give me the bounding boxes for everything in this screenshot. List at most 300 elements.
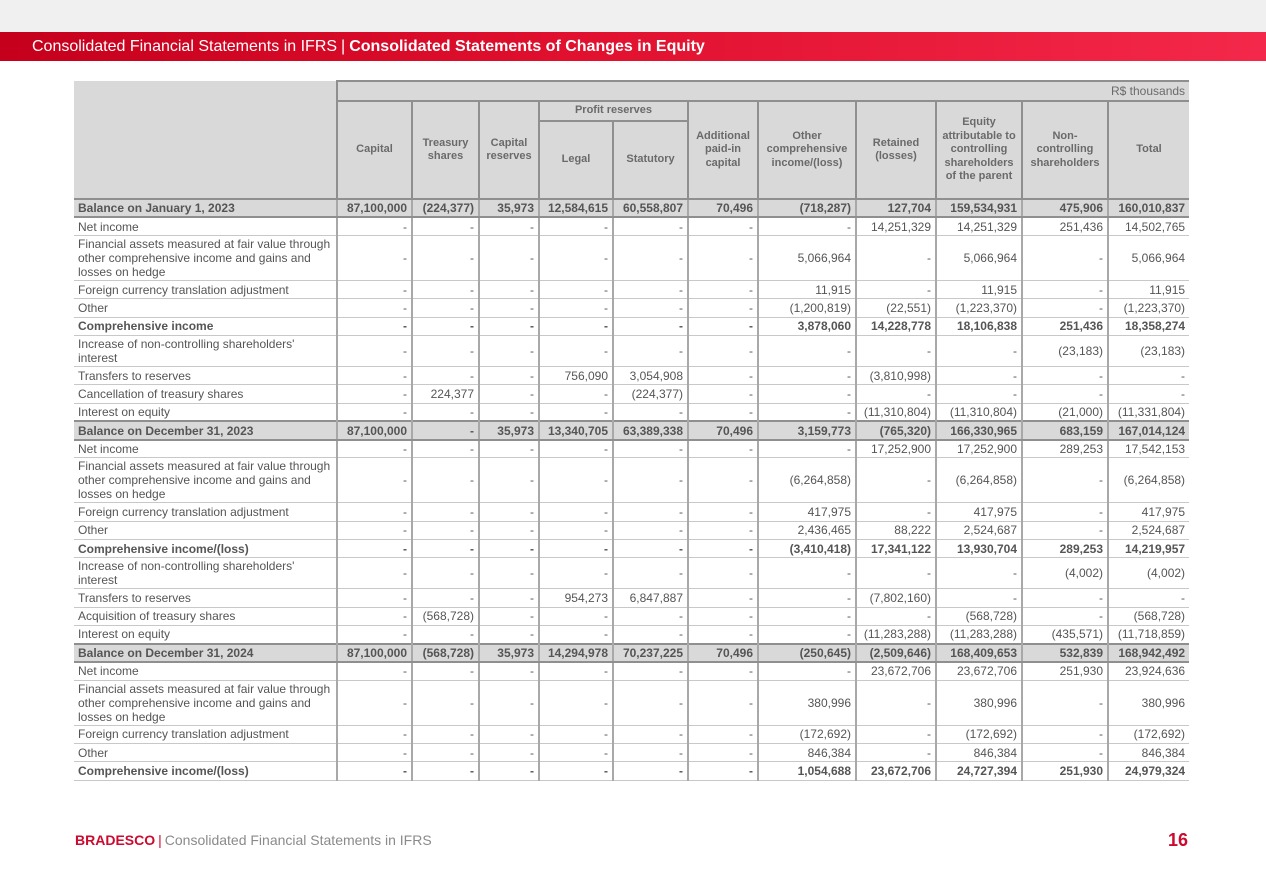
row-value: - xyxy=(613,680,688,725)
row-value: - xyxy=(539,558,613,589)
table-row xyxy=(74,199,1189,217)
row-value: - xyxy=(758,217,856,235)
row-value: - xyxy=(479,403,539,421)
row-value: (172,692) xyxy=(758,725,856,743)
row-label: Foreign currency translation adjustment xyxy=(74,281,337,299)
row-value: - xyxy=(539,762,613,780)
row-value: 380,996 xyxy=(758,680,856,725)
row-value: 70,496 xyxy=(688,421,758,439)
row-value: - xyxy=(412,317,479,335)
row-value: - xyxy=(412,521,479,539)
row-label: Interest on equity xyxy=(74,625,337,643)
col-retained-losses: Retained (losses) xyxy=(856,101,936,199)
table-row xyxy=(74,299,1189,317)
row-value: - xyxy=(539,440,613,458)
col-additional-paid-in-capital: Additional paid-in capital xyxy=(688,101,758,199)
row-label: Balance on December 31, 2024 xyxy=(74,644,337,662)
table-row xyxy=(74,762,1189,780)
table-row xyxy=(74,521,1189,539)
row-value: - xyxy=(337,385,412,403)
row-value: - xyxy=(479,335,539,366)
row-value: 6,847,887 xyxy=(613,589,688,607)
row-value: - xyxy=(337,540,412,558)
row-value: - xyxy=(539,403,613,421)
row-value: 167,014,124 xyxy=(1108,421,1189,439)
row-value: - xyxy=(412,680,479,725)
row-value: - xyxy=(337,236,412,281)
row-value: - xyxy=(337,680,412,725)
row-value: - xyxy=(1022,366,1108,384)
row-value: - xyxy=(479,440,539,458)
row-value: 11,915 xyxy=(758,281,856,299)
header-corner xyxy=(74,81,337,199)
row-value: - xyxy=(688,385,758,403)
row-value: 756,090 xyxy=(539,366,613,384)
row-value: 70,496 xyxy=(688,199,758,217)
row-value: - xyxy=(688,625,758,643)
row-value: - xyxy=(337,662,412,680)
row-value: - xyxy=(412,217,479,235)
row-value: - xyxy=(758,385,856,403)
row-value: - xyxy=(337,458,412,503)
col-capital: Capital xyxy=(337,101,412,199)
table-row xyxy=(74,440,1189,458)
row-value: (21,000) xyxy=(1022,403,1108,421)
row-value: - xyxy=(613,317,688,335)
row-value: 14,219,957 xyxy=(1108,540,1189,558)
row-value: 168,942,492 xyxy=(1108,644,1189,662)
row-value: - xyxy=(479,725,539,743)
row-value: 3,878,060 xyxy=(758,317,856,335)
row-value: (11,283,288) xyxy=(856,625,936,643)
row-value: - xyxy=(856,385,936,403)
row-value: 17,252,900 xyxy=(856,440,936,458)
row-value: - xyxy=(688,403,758,421)
row-value: - xyxy=(337,725,412,743)
row-value: 380,996 xyxy=(936,680,1022,725)
col-total: Total xyxy=(1108,101,1189,199)
row-value: - xyxy=(337,281,412,299)
row-value: 70,496 xyxy=(688,644,758,662)
row-value: (11,310,804) xyxy=(856,403,936,421)
row-value: - xyxy=(613,521,688,539)
row-value: - xyxy=(412,589,479,607)
row-value: - xyxy=(1022,503,1108,521)
row-value: - xyxy=(936,558,1022,589)
row-value: - xyxy=(688,458,758,503)
row-value: - xyxy=(758,403,856,421)
row-label: Comprehensive income xyxy=(74,317,337,335)
row-value: 159,534,931 xyxy=(936,199,1022,217)
row-value: 23,672,706 xyxy=(856,762,936,780)
col-statutory: Statutory xyxy=(613,121,688,199)
row-value: 168,409,653 xyxy=(936,644,1022,662)
row-value: - xyxy=(539,662,613,680)
row-value: - xyxy=(613,236,688,281)
footer-brand: BRADESCO xyxy=(75,832,156,848)
row-label: Comprehensive income/(loss) xyxy=(74,762,337,780)
table-row xyxy=(74,625,1189,643)
row-value: - xyxy=(613,503,688,521)
row-value: - xyxy=(337,335,412,366)
row-value: 160,010,837 xyxy=(1108,199,1189,217)
row-label: Acquisition of treasury shares xyxy=(74,607,337,625)
col-profit-reserves: Profit reserves xyxy=(539,101,688,121)
row-value: - xyxy=(539,281,613,299)
table-body xyxy=(74,199,1189,780)
row-value: - xyxy=(758,366,856,384)
units-label: R$ thousands xyxy=(337,81,1189,101)
row-value: - xyxy=(337,744,412,762)
row-value: - xyxy=(758,440,856,458)
row-value: 14,228,778 xyxy=(856,317,936,335)
row-value: - xyxy=(412,335,479,366)
row-value: - xyxy=(1022,725,1108,743)
row-value: 846,384 xyxy=(936,744,1022,762)
row-value: (568,728) xyxy=(412,644,479,662)
table-row xyxy=(74,403,1189,421)
row-value: - xyxy=(337,589,412,607)
row-label: Foreign currency translation adjustment xyxy=(74,503,337,521)
row-value: 35,973 xyxy=(479,199,539,217)
row-value: (568,728) xyxy=(936,607,1022,625)
row-value: - xyxy=(758,558,856,589)
row-value: 14,294,978 xyxy=(539,644,613,662)
row-value: - xyxy=(613,217,688,235)
table-row xyxy=(74,725,1189,743)
row-value: (23,183) xyxy=(1022,335,1108,366)
table-row xyxy=(74,662,1189,680)
row-value: (1,200,819) xyxy=(758,299,856,317)
row-value: - xyxy=(412,558,479,589)
row-value: 683,159 xyxy=(1022,421,1108,439)
row-value: - xyxy=(613,299,688,317)
row-value: - xyxy=(479,366,539,384)
row-value: 417,975 xyxy=(936,503,1022,521)
row-value: - xyxy=(412,503,479,521)
row-value: - xyxy=(936,366,1022,384)
row-value: - xyxy=(479,540,539,558)
row-value: - xyxy=(539,385,613,403)
row-value: - xyxy=(613,725,688,743)
row-value: - xyxy=(856,725,936,743)
row-value: - xyxy=(412,236,479,281)
row-value: - xyxy=(856,607,936,625)
row-label: Net income xyxy=(74,662,337,680)
row-value: - xyxy=(1022,744,1108,762)
row-label: Financial assets measured at fair value through other comprehensive income and gains and losses on hedge xyxy=(74,458,337,503)
row-label: Cancellation of treasury shares xyxy=(74,385,337,403)
row-value: - xyxy=(688,521,758,539)
row-value: - xyxy=(613,558,688,589)
row-value: - xyxy=(688,607,758,625)
row-value: - xyxy=(856,558,936,589)
row-value: - xyxy=(479,236,539,281)
row-value: - xyxy=(479,589,539,607)
row-value: - xyxy=(539,607,613,625)
row-value: - xyxy=(758,625,856,643)
row-value: - xyxy=(337,299,412,317)
row-value: - xyxy=(856,335,936,366)
row-value: - xyxy=(337,317,412,335)
row-value: - xyxy=(337,762,412,780)
row-value: - xyxy=(1022,281,1108,299)
row-value: - xyxy=(1022,680,1108,725)
row-value: - xyxy=(688,762,758,780)
row-value: - xyxy=(613,281,688,299)
row-value: - xyxy=(613,762,688,780)
row-value: - xyxy=(688,281,758,299)
row-label: Interest on equity xyxy=(74,403,337,421)
row-value: - xyxy=(936,335,1022,366)
row-value: - xyxy=(1022,589,1108,607)
row-value: - xyxy=(479,680,539,725)
row-value: - xyxy=(479,458,539,503)
row-label: Net income xyxy=(74,217,337,235)
row-value: - xyxy=(856,458,936,503)
row-value: 14,251,329 xyxy=(856,217,936,235)
row-value: - xyxy=(412,458,479,503)
row-value: - xyxy=(479,317,539,335)
row-value: - xyxy=(856,503,936,521)
row-value: - xyxy=(479,521,539,539)
row-value: 846,384 xyxy=(1108,744,1189,762)
row-value: 532,839 xyxy=(1022,644,1108,662)
row-value: - xyxy=(688,589,758,607)
row-value: 166,330,965 xyxy=(936,421,1022,439)
footer xyxy=(75,832,432,848)
row-value: (11,718,859) xyxy=(1108,625,1189,643)
row-label: Transfers to reserves xyxy=(74,366,337,384)
row-value: - xyxy=(412,744,479,762)
row-value: 24,979,324 xyxy=(1108,762,1189,780)
row-value: - xyxy=(613,662,688,680)
doc-title: Consolidated Financial Statements in IFRS xyxy=(32,38,338,55)
table-row xyxy=(74,589,1189,607)
row-value: (6,264,858) xyxy=(1108,458,1189,503)
row-value: 2,436,465 xyxy=(758,521,856,539)
row-value: 2,524,687 xyxy=(936,521,1022,539)
row-label: Transfers to reserves xyxy=(74,589,337,607)
row-value: 12,584,615 xyxy=(539,199,613,217)
table-row xyxy=(74,385,1189,403)
page-number: 16 xyxy=(1167,830,1188,850)
row-value: - xyxy=(688,299,758,317)
row-value: - xyxy=(613,625,688,643)
row-value: - xyxy=(337,625,412,643)
row-value: - xyxy=(479,744,539,762)
row-value: (718,287) xyxy=(758,199,856,217)
row-value: 17,341,122 xyxy=(856,540,936,558)
banner-separator: | xyxy=(341,38,346,55)
row-value: - xyxy=(1022,521,1108,539)
row-value: - xyxy=(479,762,539,780)
col-treasury-shares: Treasury shares xyxy=(412,101,479,199)
row-value: 11,915 xyxy=(1108,281,1189,299)
row-value: 1,054,688 xyxy=(758,762,856,780)
table-row xyxy=(74,281,1189,299)
row-value: - xyxy=(479,558,539,589)
row-value: - xyxy=(479,625,539,643)
row-value: 14,251,329 xyxy=(936,217,1022,235)
row-value: - xyxy=(1108,385,1189,403)
row-value: 417,975 xyxy=(758,503,856,521)
row-value: (11,283,288) xyxy=(936,625,1022,643)
row-value: (568,728) xyxy=(1108,607,1189,625)
row-value: - xyxy=(1022,607,1108,625)
row-value: - xyxy=(337,558,412,589)
row-value: - xyxy=(479,385,539,403)
row-value: 24,727,394 xyxy=(936,762,1022,780)
row-value: - xyxy=(412,762,479,780)
row-value: - xyxy=(412,366,479,384)
row-value: (3,810,998) xyxy=(856,366,936,384)
row-value: - xyxy=(412,281,479,299)
row-value: - xyxy=(479,503,539,521)
row-value: - xyxy=(936,589,1022,607)
row-value: (22,551) xyxy=(856,299,936,317)
row-value: 251,930 xyxy=(1022,762,1108,780)
row-value: - xyxy=(613,335,688,366)
row-value: 251,436 xyxy=(1022,217,1108,235)
row-value: - xyxy=(856,744,936,762)
row-value: - xyxy=(412,725,479,743)
row-value: - xyxy=(758,335,856,366)
row-value: 127,704 xyxy=(856,199,936,217)
row-value: (250,645) xyxy=(758,644,856,662)
col-non-controlling: Non-controlling shareholders xyxy=(1022,101,1108,199)
row-value: 2,524,687 xyxy=(1108,521,1189,539)
col-equity-parent: Equity attributable to controlling shareholders of the parent xyxy=(936,101,1022,199)
row-value: - xyxy=(1022,236,1108,281)
row-value: 417,975 xyxy=(1108,503,1189,521)
table-row xyxy=(74,680,1189,725)
row-value: (11,331,804) xyxy=(1108,403,1189,421)
row-value: (7,802,160) xyxy=(856,589,936,607)
row-value: - xyxy=(479,217,539,235)
row-label: Comprehensive income/(loss) xyxy=(74,540,337,558)
table-row xyxy=(74,335,1189,366)
section-banner xyxy=(0,32,1266,61)
row-value: (172,692) xyxy=(1108,725,1189,743)
row-value: 251,436 xyxy=(1022,317,1108,335)
row-value: - xyxy=(688,335,758,366)
row-value: - xyxy=(539,335,613,366)
row-value: - xyxy=(337,607,412,625)
row-value: - xyxy=(688,366,758,384)
row-value: (3,410,418) xyxy=(758,540,856,558)
row-value: 3,159,773 xyxy=(758,421,856,439)
row-value: - xyxy=(758,589,856,607)
row-value: (23,183) xyxy=(1108,335,1189,366)
row-value: 23,924,636 xyxy=(1108,662,1189,680)
row-value: (11,310,804) xyxy=(936,403,1022,421)
row-value: - xyxy=(337,503,412,521)
row-value: (1,223,370) xyxy=(936,299,1022,317)
table-row xyxy=(74,558,1189,589)
row-value: (568,728) xyxy=(412,607,479,625)
row-value: - xyxy=(337,366,412,384)
row-label: Balance on January 1, 2023 xyxy=(74,199,337,217)
footer-doc-title: Consolidated Financial Statements in IFRS xyxy=(164,832,432,848)
row-value: 846,384 xyxy=(758,744,856,762)
col-legal: Legal xyxy=(539,121,613,199)
row-value: - xyxy=(412,421,479,439)
row-value: 475,906 xyxy=(1022,199,1108,217)
row-value: - xyxy=(479,607,539,625)
row-value: 17,252,900 xyxy=(936,440,1022,458)
row-value: - xyxy=(539,680,613,725)
row-value: 35,973 xyxy=(479,421,539,439)
row-value: 11,915 xyxy=(936,281,1022,299)
table-row xyxy=(74,421,1189,439)
row-value: - xyxy=(758,662,856,680)
row-label: Financial assets measured at fair value through other comprehensive income and gains and losses on hedge xyxy=(74,680,337,725)
row-value: - xyxy=(1108,366,1189,384)
table-row xyxy=(74,540,1189,558)
row-value: - xyxy=(613,540,688,558)
row-value: (2,509,646) xyxy=(856,644,936,662)
row-value: - xyxy=(936,385,1022,403)
row-value: - xyxy=(539,317,613,335)
table-row xyxy=(74,644,1189,662)
row-value: 224,377 xyxy=(412,385,479,403)
row-value: 18,358,274 xyxy=(1108,317,1189,335)
row-value: - xyxy=(1022,385,1108,403)
row-value: (4,002) xyxy=(1108,558,1189,589)
row-value: - xyxy=(856,680,936,725)
row-label: Balance on December 31, 2023 xyxy=(74,421,337,439)
row-label: Increase of non-controlling shareholders' interest xyxy=(74,558,337,589)
footer-separator: | xyxy=(158,832,162,848)
row-value: - xyxy=(688,503,758,521)
row-value: (765,320) xyxy=(856,421,936,439)
row-value: 5,066,964 xyxy=(758,236,856,281)
row-value: 251,930 xyxy=(1022,662,1108,680)
row-value: - xyxy=(613,744,688,762)
row-value: - xyxy=(337,403,412,421)
row-value: 380,996 xyxy=(1108,680,1189,725)
row-value: - xyxy=(412,662,479,680)
row-value: - xyxy=(1022,458,1108,503)
table-row xyxy=(74,744,1189,762)
row-value: - xyxy=(412,403,479,421)
row-value: - xyxy=(337,521,412,539)
row-value: - xyxy=(688,540,758,558)
table-row xyxy=(74,458,1189,503)
row-value: - xyxy=(688,558,758,589)
row-value: 23,672,706 xyxy=(936,662,1022,680)
row-value: 289,253 xyxy=(1022,440,1108,458)
row-value: - xyxy=(688,725,758,743)
row-value: (6,264,858) xyxy=(758,458,856,503)
row-value: - xyxy=(479,299,539,317)
row-value: - xyxy=(856,281,936,299)
row-value: - xyxy=(688,317,758,335)
table-row xyxy=(74,503,1189,521)
row-value: - xyxy=(539,625,613,643)
row-value: - xyxy=(758,607,856,625)
row-label: Financial assets measured at fair value through other comprehensive income and gains and losses on hedge xyxy=(74,236,337,281)
row-value: 35,973 xyxy=(479,644,539,662)
row-value: 289,253 xyxy=(1022,540,1108,558)
row-label: Net income xyxy=(74,440,337,458)
row-value: (224,377) xyxy=(613,385,688,403)
row-value: - xyxy=(539,503,613,521)
row-value: 5,066,964 xyxy=(936,236,1022,281)
row-value: - xyxy=(539,725,613,743)
row-value: (435,571) xyxy=(1022,625,1108,643)
